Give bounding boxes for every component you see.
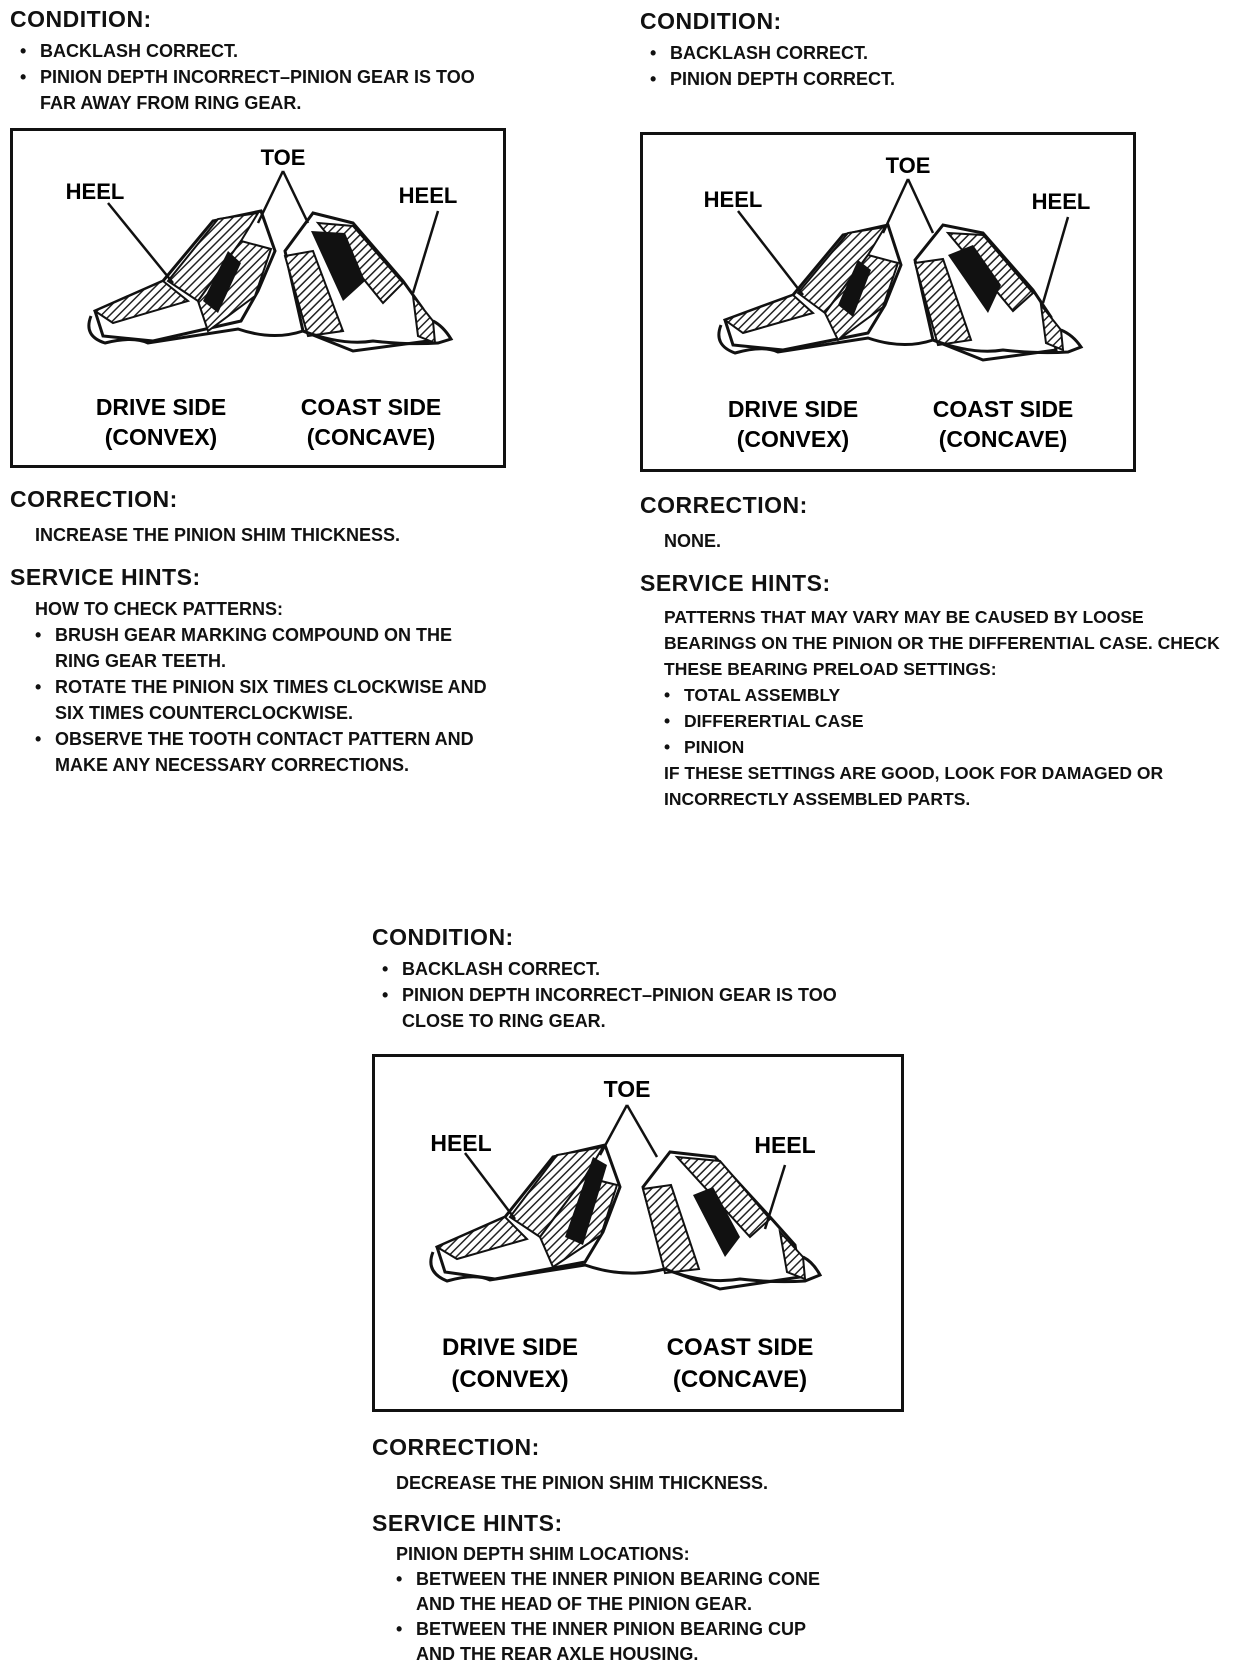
correction-text: NONE. [664,531,722,551]
tooth-pattern-diagram [372,1054,904,1412]
label-heel-right: HEEL [754,1132,816,1158]
label-coast-concave: (CONCAVE) [938,426,1068,452]
label-heel-left: HEEL [703,187,763,212]
label-drive-side: DRIVE SIDE [727,396,859,422]
label-drive-side: DRIVE SIDE [441,1334,579,1361]
condition-item: • BACKLASH CORRECT. [20,41,238,61]
label-toe: TOE [260,145,306,170]
label-drive-side: DRIVE SIDE [95,394,227,420]
correction-text: INCREASE THE PINION SHIM THICKNESS. [35,525,401,545]
correction-list [372,1470,932,1496]
correction-list [640,528,1240,554]
label-drive-convex: (CONVEX) [736,426,850,452]
hints-intro: PATTERNS THAT MAY VARY MAY BE CAUSED BY LOOSE BEARINGS ON THE PINION OR THE DIFFERENTIAL CASE. CHECK THESE BEARING PRELOAD SETTINGS: [664,607,1220,679]
tooth-pattern-diagram [640,132,1136,472]
hints-list [640,604,1230,812]
correction-heading: CORRECTION: [372,1434,540,1460]
condition-item: • PINION DEPTH CORRECT. [650,69,896,89]
hints-intro: HOW TO CHECK PATTERNS: [35,599,283,619]
label-drive-convex: (CONVEX) [451,1366,569,1393]
hints-list [372,1542,872,1667]
label-coast-side: COAST SIDE [932,396,1074,422]
hint-item: • TOTAL ASSEMBLY [664,685,841,705]
label-toe: TOE [603,1076,651,1102]
condition-heading: CONDITION: [10,6,152,32]
label-coast-side: COAST SIDE [666,1334,814,1361]
panel-pinion-correct [640,6,1240,92]
label-heel-left: HEEL [430,1130,492,1156]
condition-item: • PINION DEPTH INCORRECT–PINION GEAR IS TOO CLOSE TO RING GEAR. [382,985,837,1031]
panel-pinion-too-far [10,4,570,116]
label-coast-concave: (CONCAVE) [672,1366,808,1393]
condition-item: • BACKLASH CORRECT. [382,959,600,979]
label-heel-left: HEEL [65,179,125,204]
gear-tooth-illustration [643,135,1133,469]
hint-item: • DIFFERERTIAL CASE [664,711,864,731]
hint-item: • ROTATE THE PINION SIX TIMES CLOCKWISE AND SIX TIMES COUNTERCLOCKWISE. [35,677,487,723]
condition-list [10,38,570,116]
condition-item: • PINION DEPTH INCORRECT–PINION GEAR IS TOO FAR AWAY FROM RING GEAR. [20,67,475,113]
label-heel-right: HEEL [1031,189,1091,214]
hints-intro: PINION DEPTH SHIM LOCATIONS: [396,1544,690,1564]
panel-1-correction [10,484,580,778]
label-coast-concave: (CONCAVE) [306,424,436,450]
hint-item: • OBSERVE THE TOOTH CONTACT PATTERN AND MAKE ANY NECESSARY CORRECTIONS. [35,729,474,775]
correction-heading: CORRECTION: [640,492,808,518]
label-toe: TOE [885,153,931,178]
tooth-pattern-diagram [10,128,506,468]
gear-tooth-illustration [375,1057,901,1409]
hints-list [10,596,530,778]
correction-heading: CORRECTION: [10,486,178,512]
correction-list [10,522,580,548]
condition-heading: CONDITION: [640,8,782,34]
hints-outro: IF THESE SETTINGS ARE GOOD, LOOK FOR DAMAGED OR INCORRECTLY ASSEMBLED PARTS. [664,763,1164,809]
hints-heading: SERVICE HINTS: [640,570,831,596]
label-heel-right: HEEL [398,183,458,208]
hint-item: • BETWEEN THE INNER PINION BEARING CUP AND THE REAR AXLE HOUSING. [396,1619,806,1664]
gear-tooth-illustration [13,131,503,465]
panel-3-correction [372,1432,932,1667]
panel-2-correction [640,490,1240,812]
hint-item: • BRUSH GEAR MARKING COMPOUND ON THE RING GEAR TEETH. [35,625,453,671]
condition-list [372,956,872,1034]
condition-list [640,40,1240,92]
hints-heading: SERVICE HINTS: [372,1510,563,1536]
condition-heading: CONDITION: [372,924,514,950]
hints-heading: SERVICE HINTS: [10,564,201,590]
panel-pinion-too-close [372,922,872,1034]
correction-text: DECREASE THE PINION SHIM THICKNESS. [396,1473,769,1493]
label-drive-convex: (CONVEX) [104,424,218,450]
label-coast-side: COAST SIDE [300,394,442,420]
condition-item: • BACKLASH CORRECT. [650,43,868,63]
hint-item: • BETWEEN THE INNER PINION BEARING CONE AND THE HEAD OF THE PINION GEAR. [396,1569,821,1614]
hint-item: • PINION [664,737,745,757]
